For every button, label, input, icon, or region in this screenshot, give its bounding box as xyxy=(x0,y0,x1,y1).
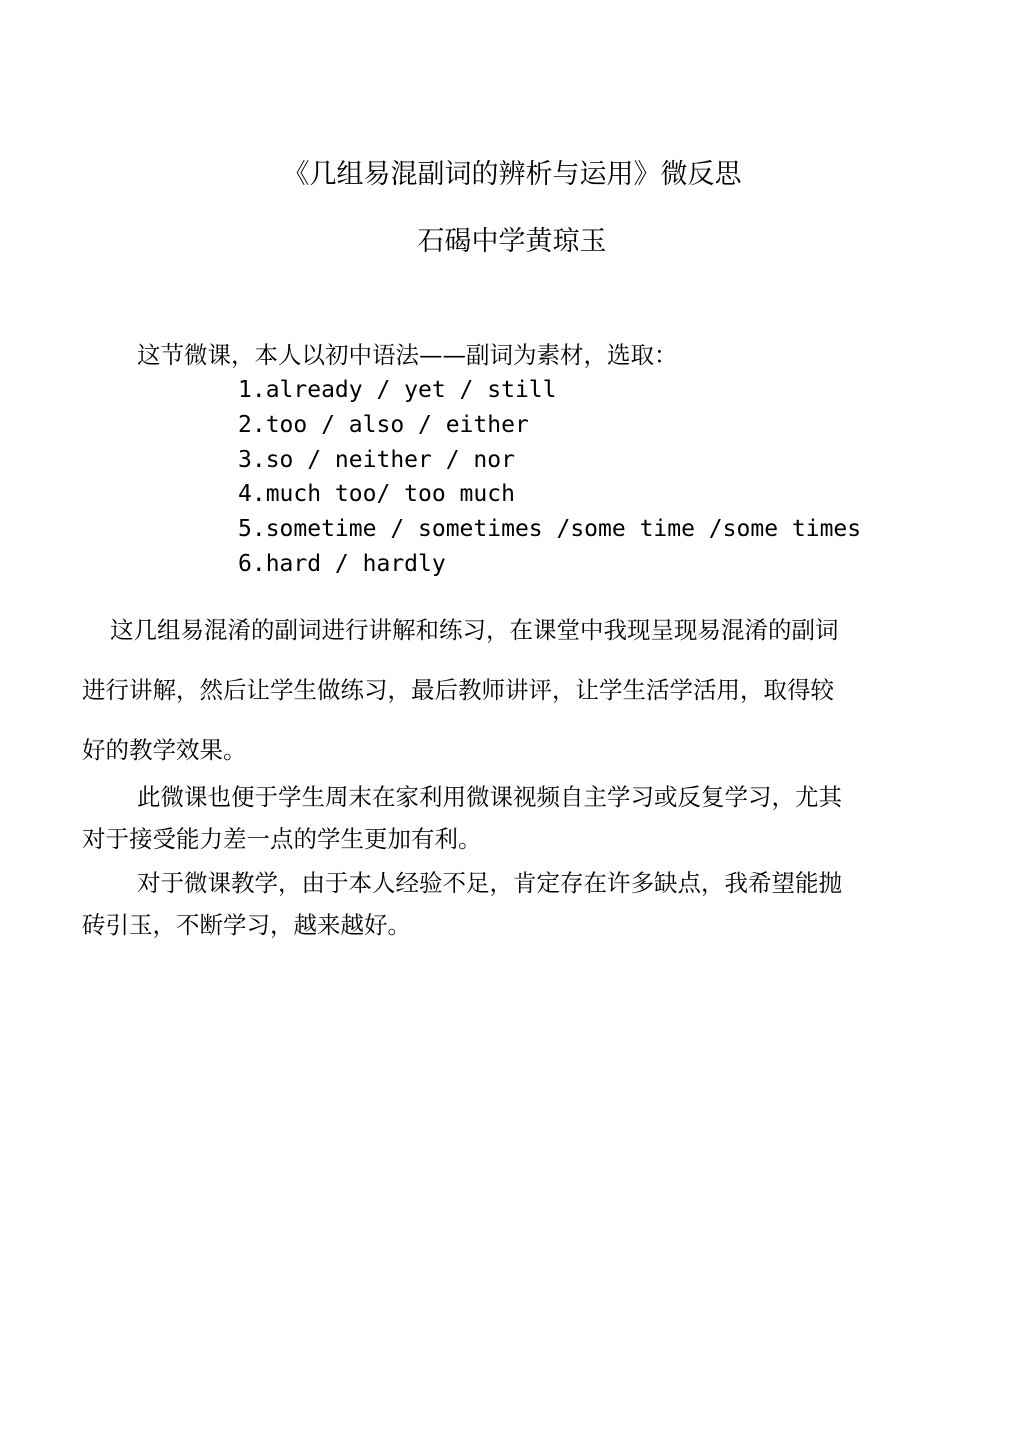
adverb-group-list xyxy=(238,373,861,582)
paragraph-line: 此微课也便于学生周末在家利用微课视频自主学习或反复学习，尤其 xyxy=(137,783,842,811)
adverb-group-item: 3.so / neither / nor xyxy=(238,446,515,473)
adverb-group-item: 6.hard / hardly xyxy=(238,550,446,577)
paragraph-teaching-process xyxy=(82,600,922,780)
paragraph-reflection xyxy=(82,862,922,946)
document-author: 石碣中学黄琼玉 xyxy=(417,226,607,257)
intro-line: 这节微课，本人以初中语法——副词为素材，选取： xyxy=(137,341,678,369)
paragraph-self-study xyxy=(82,776,922,860)
paragraph-line: 好的教学效果。 xyxy=(82,736,247,764)
paragraph-line: 进行讲解，然后让学生做练习，最后教师讲评，让学生活学活用，取得较 xyxy=(82,676,834,704)
adverb-group-item: 4.much too/ too much xyxy=(238,481,515,508)
paragraph-line: 对于接受能力差一点的学生更加有利。 xyxy=(82,825,482,853)
adverb-group-item: 5.sometime / sometimes /some time /some times xyxy=(238,516,862,543)
adverb-group-item: 1.already / yet / still xyxy=(238,377,557,403)
paragraph-line: 砖引玉，不断学习，越来越好。 xyxy=(82,911,411,939)
document-title: 《几组易混副词的辨析与运用》微反思 xyxy=(282,159,742,190)
paragraph-line: 这几组易混淆的副词进行讲解和练习，在课堂中我现呈现易混淆的副词 xyxy=(110,616,839,644)
paragraph-line: 对于微课教学，由于本人经验不足，肯定存在许多缺点，我希望能抛 xyxy=(137,869,842,897)
adverb-group-item: 2.too / also / either xyxy=(238,411,529,438)
